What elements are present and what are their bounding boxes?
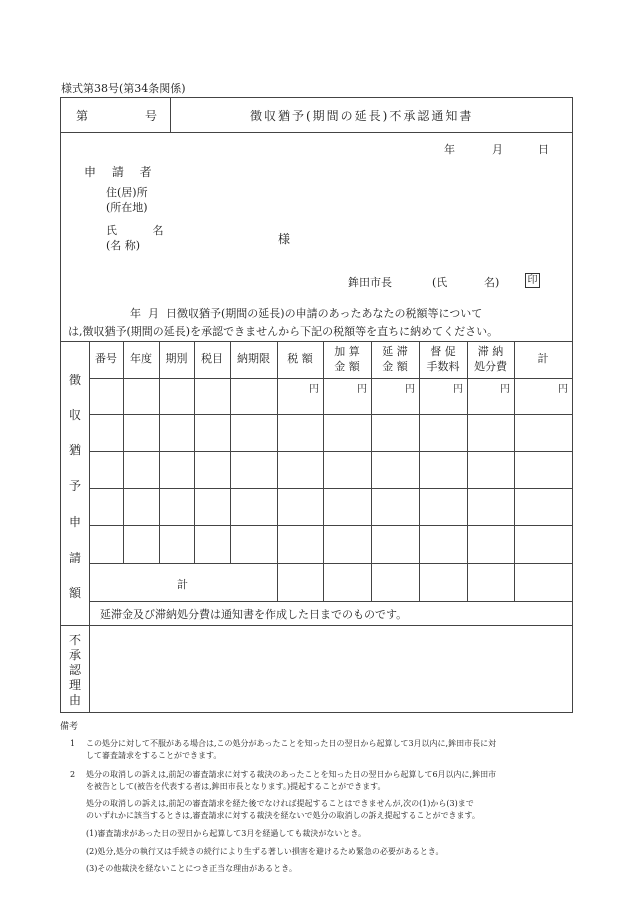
date-month: 月: [492, 143, 503, 156]
remark-number: 2: [70, 770, 76, 779]
unit-yen: 円: [500, 384, 510, 395]
remark-text: 処分の取消しの訴えは,前記の審査請求に対する裁決のあったことを知った日の翌日から起算して6月以内に,鉾田市: [86, 770, 497, 779]
remark-text: して審査請求をすることができます。: [86, 751, 222, 760]
reason-label-char: 認: [68, 663, 81, 677]
remark-text: この処分に対して不服がある場合は,この処分があったことを知った日の翌日から起算して3月以内に,鉾田市長に対: [86, 739, 497, 748]
body-line-2: は,徴収猶予(期間の延長)を承認できませんから下記の税額等を直ちに納めてください。: [68, 325, 499, 338]
honorific: 様: [278, 232, 291, 246]
body-line-1: 年 月 日徴収猶予(期間の延長)の申請のあったあなたの税額等について: [130, 307, 483, 320]
reason-label-char: 理: [68, 678, 81, 692]
unit-yen: 円: [357, 384, 367, 395]
column-header-disposition-line1: 滞 納: [477, 345, 504, 358]
issuer-name-close: 名): [484, 276, 500, 289]
address-sublabel: (所在地): [106, 201, 148, 214]
column-header-tax-amount: 税 額: [287, 352, 313, 365]
side-label-char: 請: [68, 551, 81, 565]
remark-paragraph: 処分の取消しの訴えは,前記の審査請求を経た後でなければ提起することはできませんが,次の(1)から(3)まで: [86, 799, 474, 808]
issuer-name-open: (氏: [432, 276, 448, 289]
side-label-char: 予: [68, 479, 81, 493]
number-prefix: 第: [76, 109, 89, 123]
column-header-delinquency-line2: 金 額: [382, 360, 408, 373]
date-day: 日: [538, 143, 549, 156]
remarks-heading: 備考: [60, 722, 79, 732]
table-footnote: 延滞金及び滞納処分費は通知書を作成した日までのものです。: [100, 608, 408, 621]
reason-label-char: 承: [68, 648, 81, 662]
remark-paragraph: のいずれかに該当するときは,審査請求に対する裁決を経ないで処分の取消しの訴え提起することができます。: [86, 811, 480, 820]
column-header-reminder-line2: 手数料: [426, 360, 460, 373]
unit-yen: 円: [309, 384, 319, 395]
column-header-number: 番号: [95, 352, 117, 365]
side-label-char: 収: [68, 408, 81, 422]
reason-label-char: 由: [68, 693, 81, 707]
column-header-additional-line1: 加 算: [334, 345, 360, 358]
name-label: 氏 名: [106, 224, 164, 237]
column-header-reminder-line1: 督 促: [430, 345, 456, 358]
number-suffix: 号: [145, 109, 158, 123]
date-year: 年: [444, 143, 455, 156]
side-label-char: 猶: [68, 443, 81, 457]
applicant-heading: 申 請 者: [84, 165, 158, 179]
remark-sub-item: (2)処分,処分の執行又は手続きの続行により生ずる著しい損害を避けるため緊急の必要があるとき。: [86, 847, 444, 856]
form-caption: 様式第38号(第34条関係): [61, 82, 186, 95]
column-header-disposition-line2: 処分費: [474, 360, 507, 373]
total-row-label: 計: [177, 578, 188, 591]
side-label-char: 額: [68, 586, 81, 600]
column-header-due-date: 納期限: [237, 352, 270, 365]
side-label-char: 申: [68, 515, 81, 529]
column-header-total: 計: [537, 352, 549, 365]
document-title: 徴収猶予(期間の延長)不承認通知書: [250, 109, 474, 123]
seal-mark: 印: [525, 273, 540, 288]
remark-sub-item: (1)審査請求があった日の翌日から起算して3月を経過しても裁決がないとき。: [86, 829, 367, 838]
reason-label-char: 不: [68, 633, 81, 647]
column-header-delinquency-line1: 延 滞: [382, 345, 408, 358]
unit-yen: 円: [453, 384, 463, 395]
unit-yen: 円: [405, 384, 415, 395]
column-header-year: 年度: [130, 352, 152, 365]
issuer-mayor: 鉾田市長: [348, 276, 392, 289]
remark-sub-item: (3)その他裁決を経ないことにつき正当な理由があるとき。: [86, 864, 297, 873]
column-header-period: 期別: [165, 352, 188, 365]
remark-number: 1: [70, 739, 76, 748]
column-header-additional-line2: 金 額: [334, 360, 360, 373]
remark-text: を被告として(被告を代表する者は,鉾田市長となります。)提起することができます。: [86, 782, 386, 791]
column-header-tax-item: 税目: [201, 352, 223, 365]
unit-yen: 円: [558, 384, 568, 395]
address-label: 住(居)所: [106, 186, 148, 199]
name-sublabel: (名 称): [106, 239, 141, 252]
side-label-char: 徴: [68, 373, 81, 387]
